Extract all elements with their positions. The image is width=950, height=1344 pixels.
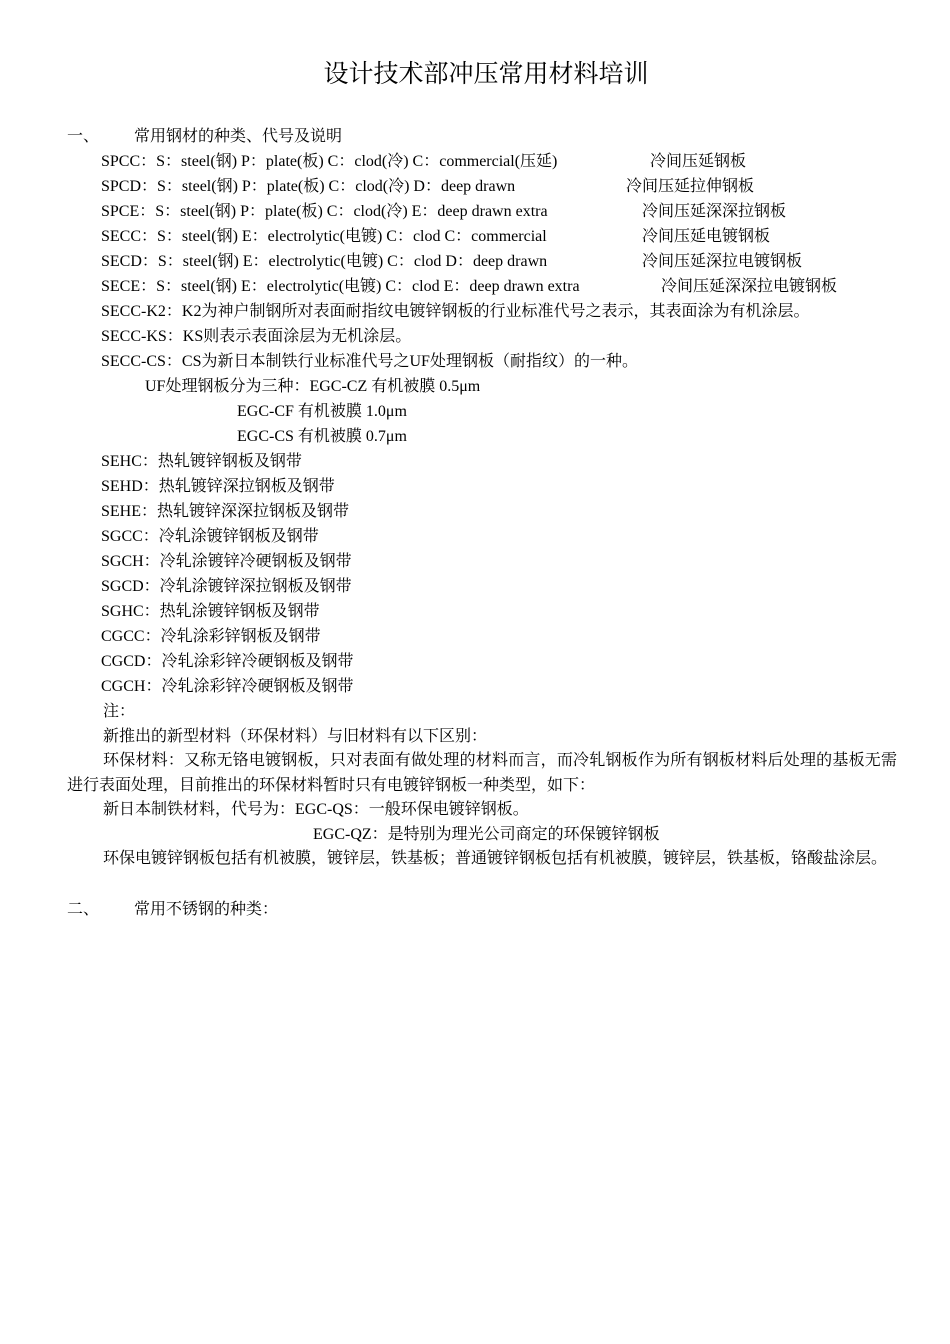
uf-line-2: EGC-CF 有机被膜 1.0μm [237, 403, 407, 420]
env-material-paragraph: 环保材料：又称无铬电镀钢板，只对表面有做处理的材料而言，而冷轧钢板作为所有钢板材料后处理的基板无需进行表面处理，目前推出的环保材料暂时只有电镀锌钢板一种类型，如下： [67, 752, 897, 794]
code-sece: SECE：S：steel(钢) E：electrolytic(电镀) C：clod E：deep drawn extra [101, 278, 580, 295]
code-secd: SECD：S：steel(钢) E：electrolytic(电镀) C：clod D：deep drawn [101, 253, 548, 270]
section-2-number: 二、 [67, 901, 100, 918]
code-spcc-desc: 冷间压延钢板 [650, 153, 747, 170]
code-secc: SECC：S：steel(钢) E：electrolytic(电镀) C：clod C：commercial [101, 228, 547, 245]
document-title: 设计技术部冲压常用材料培训 [323, 59, 649, 88]
grade-item: SEHD：热轧镀锌深拉钢板及钢带 [101, 478, 335, 495]
secc-ks-text: SECC-KS：KS则表示表面涂层为无机涂层。 [101, 328, 412, 345]
grade-item: SGCH：冷轧涂镀锌冷硬钢板及钢带 [101, 553, 352, 570]
code-spce-desc: 冷间压延深深拉钢板 [642, 203, 787, 220]
grade-item: SGHC：热轧涂镀锌钢板及钢带 [101, 603, 320, 620]
grade-item: SEHC：热轧镀锌钢板及钢带 [101, 453, 302, 470]
grade-item: CGCD：冷轧涂彩锌冷硬钢板及钢带 [101, 653, 354, 670]
code-spcd-desc: 冷间压延拉伸钢板 [626, 178, 755, 195]
code-secc-desc: 冷间压延电镀钢板 [642, 228, 771, 245]
grade-item: SGCD：冷轧涂镀锌深拉钢板及钢带 [101, 578, 352, 595]
nippon-line-1: 新日本制铁材料，代号为：EGC-QS：一般环保电镀锌钢板。 [103, 801, 529, 818]
grade-item: SEHE：热轧镀锌深深拉钢板及钢带 [101, 503, 350, 520]
layers-paragraph: 环保电镀锌钢板包括有机被膜，镀锌层，铁基板；普通镀锌钢板包括有机被膜，镀锌层，铁基板，铬酸盐涂层。 [103, 850, 888, 867]
note-intro: 新推出的新型材料（环保材料）与旧材料有以下区别： [103, 728, 488, 745]
secc-k2-text: SECC-K2：K2为神户制钢所对表面耐指纹电镀锌钢板的行业标准代号之表示，其表面涂为有机涂层。 [101, 303, 810, 320]
section-1-number: 一、 [67, 128, 100, 145]
section-2-heading: 常用不锈钢的种类： [134, 901, 279, 918]
code-spcd: SPCD：S：steel(钢) P：plate(板) C：clod(冷) D：deep drawn [101, 178, 516, 195]
uf-line-1: UF处理钢板分为三种：EGC-CZ 有机被膜 0.5μm [145, 378, 481, 395]
grade-item: CGCC：冷轧涂彩锌钢板及钢带 [101, 628, 321, 645]
note-label: 注： [103, 703, 136, 720]
secc-cs-text: SECC-CS：CS为新日本制铁行业标准代号之UF处理钢板（耐指纹）的一种。 [101, 353, 638, 370]
code-spce: SPCE：S：steel(钢) P：plate(板) C：clod(冷) E：deep drawn extra [101, 203, 548, 220]
code-spcc: SPCC：S：steel(钢) P：plate(板) C：clod(冷) C：commercial(压延) [101, 153, 558, 170]
nippon-line-2: EGC-QZ：是特别为理光公司商定的环保镀锌钢板 [313, 826, 660, 843]
uf-line-3: EGC-CS 有机被膜 0.7μm [237, 428, 407, 445]
code-sece-desc: 冷间压延深深拉电镀钢板 [661, 278, 838, 295]
grade-item: CGCH：冷轧涂彩锌冷硬钢板及钢带 [101, 678, 354, 695]
section-1-heading: 常用钢材的种类、代号及说明 [134, 128, 343, 145]
grade-item: SGCC：冷轧涂镀锌钢板及钢带 [101, 528, 319, 545]
code-secd-desc: 冷间压延深拉电镀钢板 [642, 253, 803, 270]
